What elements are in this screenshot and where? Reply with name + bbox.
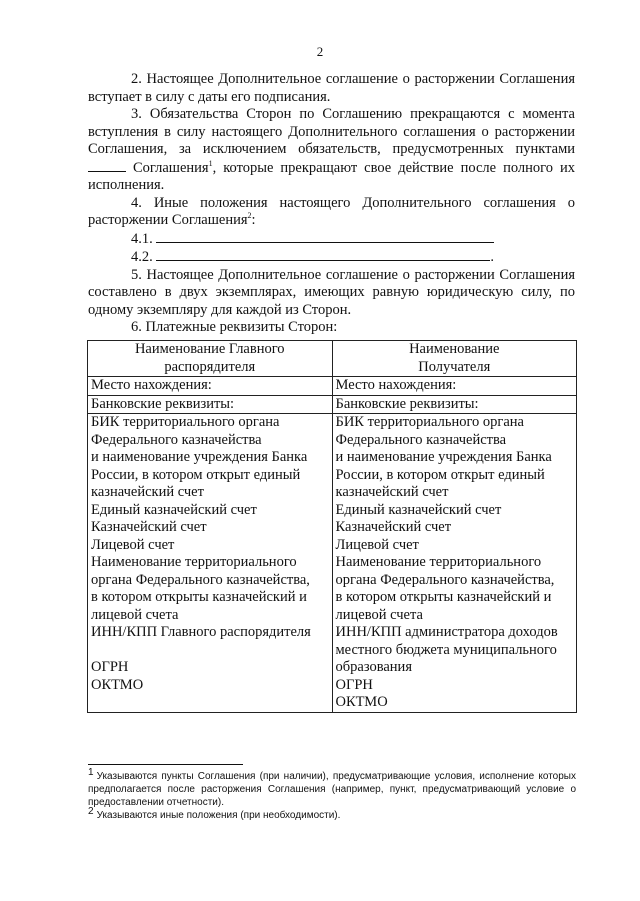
header-right-line-2: Получателя	[418, 358, 491, 375]
footnote-2	[88, 805, 576, 822]
details-right-line: ОГРН	[335, 676, 373, 693]
details-left-line: органа Федерального казначейства,	[91, 571, 310, 588]
item-4-2	[88, 248, 575, 267]
table-header-row	[88, 341, 577, 377]
details-right-line: лицевой счета	[335, 606, 423, 623]
item-4-2-period: .	[490, 249, 494, 265]
paragraph-4	[88, 195, 575, 230]
details-left-line: и наименование учреждения Банка	[91, 449, 308, 465]
header-left-line-1: Наименование Главного	[134, 341, 285, 357]
table-row-bank	[88, 395, 577, 414]
details-right-line: Наименование территориального	[335, 554, 542, 570]
details-left-line: Федерального казначейства	[91, 431, 262, 448]
details-right-line: ИНН/КПП администратора доходов	[335, 624, 558, 640]
footnote-1-mark: 1	[88, 766, 94, 778]
footnotes	[88, 766, 576, 822]
details-left-line: ОГРН	[91, 659, 129, 675]
details-right-line: образования	[335, 659, 412, 675]
details-right-line: Лицевой счет	[335, 536, 419, 553]
details-left-line: Единый казначейский счет	[91, 501, 257, 518]
details-left-line: ОКТМО	[91, 676, 144, 693]
header-recipient	[332, 341, 577, 377]
details-right-line: в котором открыты казначейский и	[335, 589, 552, 605]
details-left-line: ИНН/КПП Главного распорядителя	[91, 624, 311, 640]
item-4-1-label: 4.1.	[131, 230, 153, 247]
footnote-1-text: Указываются пункты Соглашения (при наличии), предусматривающие условия, исполнение которых предполагается после расторжения Соглашения (например, пункт, предусматривающий условие о предоставлении отчетности).	[88, 771, 576, 808]
paragraph-4-text: 4. Иные положения настоящего Дополнительного соглашения о расторжении Соглашения	[88, 194, 575, 228]
paragraph-3-text-a: 3. Обязательства Сторон по Соглашению прекращаются с момента вступления в силу настоящего Дополнительного соглашения о расторжении Соглашения, за исключением обязательств, предусмотренных пунктами	[88, 106, 575, 157]
details-left-line: лицевой счета	[91, 606, 179, 623]
body-text	[88, 71, 575, 337]
details-right-line: БИК территориального органа	[335, 414, 524, 430]
footnote-2-text: Указываются иные положения (при необходимости).	[96, 810, 341, 821]
details-right	[332, 414, 577, 713]
item-4-2-line	[156, 248, 490, 261]
paragraph-3-text-b: Соглашения	[133, 159, 209, 176]
footnote-2-mark: 2	[88, 805, 94, 817]
paragraph-2: 2. Настоящее Дополнительное соглашение о расторжении Соглашения вступает в силу с даты его подписания.	[88, 71, 575, 105]
location-right: Место нахождения:	[332, 377, 577, 396]
item-4-1	[88, 230, 575, 249]
table-row-location	[88, 377, 577, 396]
details-left-line: России, в котором открыт единый	[91, 466, 301, 483]
details-left-line: Казначейский счет	[91, 519, 207, 535]
location-left: Место нахождения:	[88, 377, 333, 396]
details-right-line: казначейский счет	[335, 484, 449, 500]
header-chief-administrator	[88, 341, 333, 377]
details-left-gap	[91, 642, 329, 660]
details-right-line: органа Федерального казначейства,	[335, 571, 555, 588]
item-4-1-line	[156, 230, 494, 243]
details-left-line: Наименование территориального	[91, 554, 297, 570]
details-left-line: БИК территориального органа	[91, 414, 280, 430]
bank-right: Банковские реквизиты:	[332, 395, 577, 414]
page-number: 2	[316, 44, 324, 59]
footnote-separator	[88, 764, 243, 765]
details-left-line: казначейский счет	[91, 484, 204, 500]
payment-details-table	[87, 340, 577, 713]
details-right-line: и наименование учреждения Банка	[335, 449, 552, 465]
table-row-details	[88, 414, 577, 713]
footnote-ref-2: 2	[247, 211, 252, 221]
details-right-line: Казначейский счет	[335, 519, 452, 535]
bank-left: Банковские реквизиты:	[88, 395, 333, 414]
footnote-ref-1: 1	[208, 158, 213, 168]
details-right-line: России, в котором открыт единый	[335, 466, 545, 483]
paragraph-3-text-c: , которые прекращают свое действие после полного их исполнения.	[88, 159, 575, 193]
details-right-line: Федерального казначейства	[335, 431, 507, 448]
header-left-line-2: распорядителя	[164, 358, 256, 375]
footnote-1	[88, 766, 576, 809]
details-right-line: местного бюджета муниципального	[335, 641, 557, 658]
paragraph-5: 5. Настоящее Дополнительное соглашение о расторжении Соглашения составлено в двух экземплярах, имеющих равную юридическую силу, по одному экземпляру для каждой из Сторон.	[88, 266, 575, 318]
details-left-line: Лицевой счет	[91, 536, 175, 553]
paragraph-3	[88, 106, 575, 195]
blank-points	[88, 159, 126, 172]
header-right-line-1: Наименование	[409, 341, 500, 357]
details-right-line: ОКТМО	[335, 694, 388, 710]
paragraph-6: 6. Платежные реквизиты Сторон:	[131, 319, 338, 335]
details-right-line: Единый казначейский счет	[335, 501, 502, 518]
details-left	[88, 414, 333, 713]
details-left-line: в котором открыты казначейский и	[91, 589, 307, 605]
item-4-2-label: 4.2.	[131, 249, 153, 265]
paragraph-4-colon: :	[251, 212, 256, 228]
